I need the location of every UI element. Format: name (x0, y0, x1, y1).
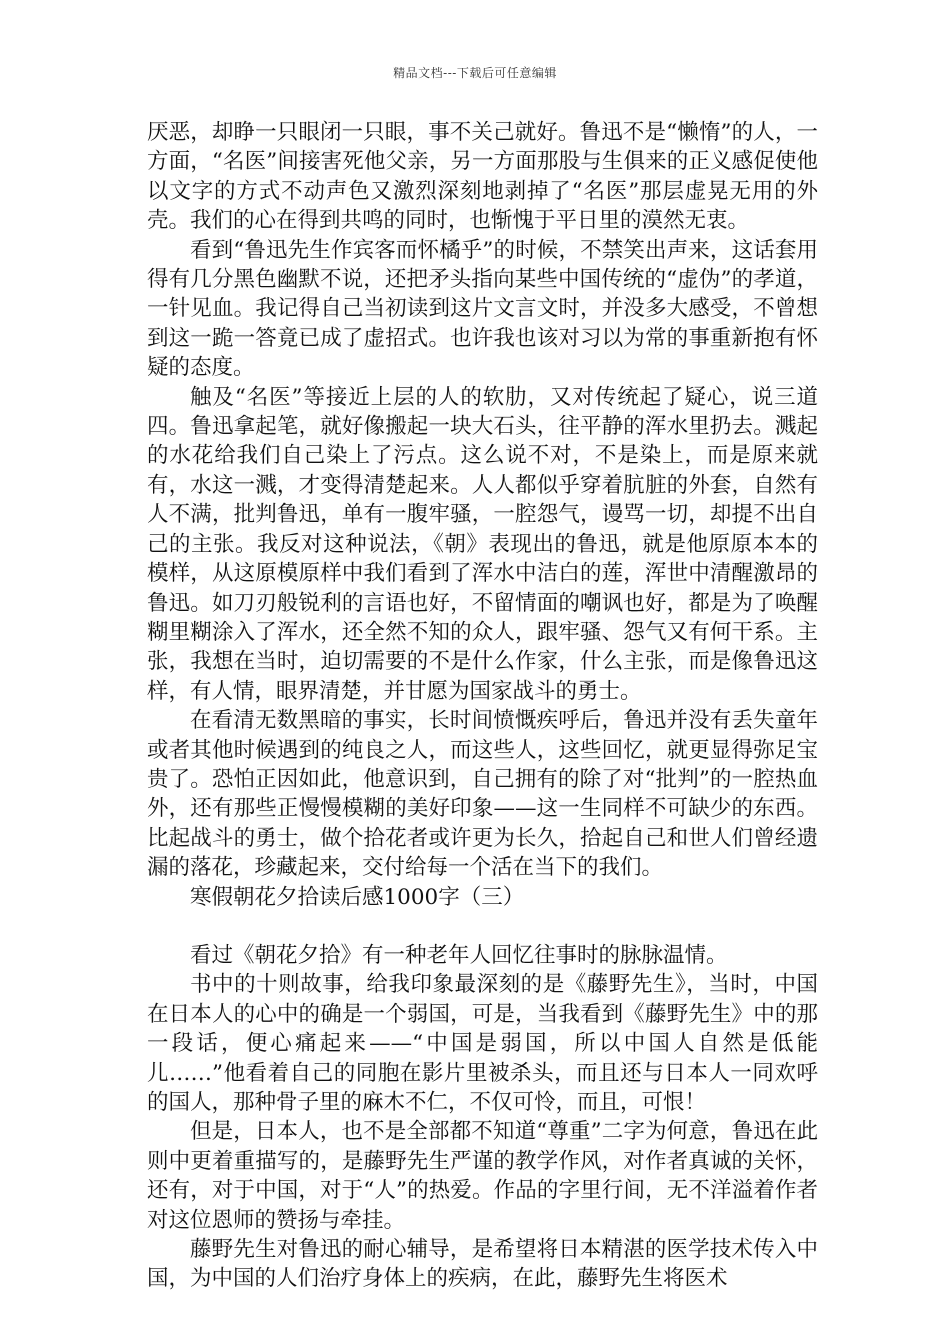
paragraph: 看过《朝花夕拾》有一种老年人回忆往事时的脉脉温情。 (190, 942, 728, 968)
paragraph: 在看清无数黑暗的事实，长时间愤慨疾呼后，鲁迅并没有丢失童年或者其他时候遇到的纯良之人，而这些人，这些回忆，就更显得弥足宝贵了。恐怕正因如此，他意识到，自己拥有的除了对“批判”的一腔热血外，还有那些正慢慢模糊的美好印象——这一生同样不可缺少的东西。比起战斗的勇士，做个拾花者或许更为长久，拾起自己和世人们曾经遗漏的落花，珍藏起来，交付给每一个活在当下的我们。 (147, 708, 818, 881)
document-body (147, 118, 818, 1294)
paragraph-gap (147, 912, 818, 941)
page-header: 精品文档---下载后可任意编辑 (393, 66, 557, 80)
paragraph: 看到“鲁迅先生作宾客而怀橘乎”的时候，不禁笑出声来，这话套用得有几分黑色幽默不说，还把矛头指向某些中国传统的“虚伪”的孝道，一针见血。我记得自己当初读到这片文言文时，并没多大感受，不曾想到这一跪一答竟已成了虚招式。也许我也该对习以为常的事重新抱有怀疑的态度。 (147, 237, 818, 381)
paragraph: 但是，日本人，也不是全部都不知道“尊重”二字为何意，鲁迅在此则中更着重描写的，是藤野先生严谨的教学作风，对作者真诚的关怀，还有，对于中国，对于“人”的热爱。作品的字里行间，无不洋溢着作者对这位恩师的赞扬与牵挂。 (147, 1119, 818, 1233)
paragraph: 藤野先生对鲁迅的耐心辅导，是希望将日本精湛的医学技术传入中国，为中国的人们治疗身体上的疾病，在此，藤野先生将医术 (147, 1237, 818, 1292)
paragraph: 厌恶，却睁一只眼闭一只眼，事不关己就好。鲁迅不是“懒惰”的人，一方面，“名医”间接害死他父亲，另一方面那股与生俱来的正义感促使他以文字的方式不动声色又激烈深刻地剥掉了“名医”那层虚晃无用的外壳。我们的心在得到共鸣的同时，也惭愧于平日里的漠然无衷。 (147, 120, 818, 234)
paragraph: 触及“名医”等接近上层的人的软肋，又对传统起了疑心，说三道四。鲁迅拿起笔，就好像搬起一块大石头，往平静的浑水里扔去。溅起的水花给我们自己染上了污点。这么说不对，不是染上，而是原来就有，水这一溅，才变得清楚起来。人人都似乎穿着肮脏的外套，自然有人不满，批判鲁迅，单有一腹牢骚，一腔怨气，谩骂一切，却提不出自己的主张。我反对这种说法，《朝》表现出的鲁迅，就是他原原本本的模样，从这原模原样中我们看到了浑水中洁白的莲，浑世中清醒激昂的鲁迅。如刀刃般锐利的言语也好，不留情面的嘲讽也好，都是为了唤醒糊里糊涂入了浑水，还全然不知的众人，跟牢骚、怨气又有何干系。主张，我想在当时，迫切需要的不是什么作家，什么主张，而是像鲁迅这样，有人情，眼界清楚，并甘愿为国家战斗的勇士。 (147, 384, 818, 704)
paragraph: 书中的十则故事，给我印象最深刻的是《藤野先生》，当时，中国在日本人的心中的确是一个弱国，可是，当我看到《藤野先生》中的那一段话，便心痛起来——“中国是弱国，所以中国人自然是低能儿……”他看着自己的同胞在影片里被杀头，而且还与日本人一同欢呼的国人，那种骨子里的麻木不仁，不仅可怜，而且，可恨！ (147, 972, 818, 1115)
paragraph: 寒假朝花夕拾读后感1000字（三） (190, 884, 525, 910)
